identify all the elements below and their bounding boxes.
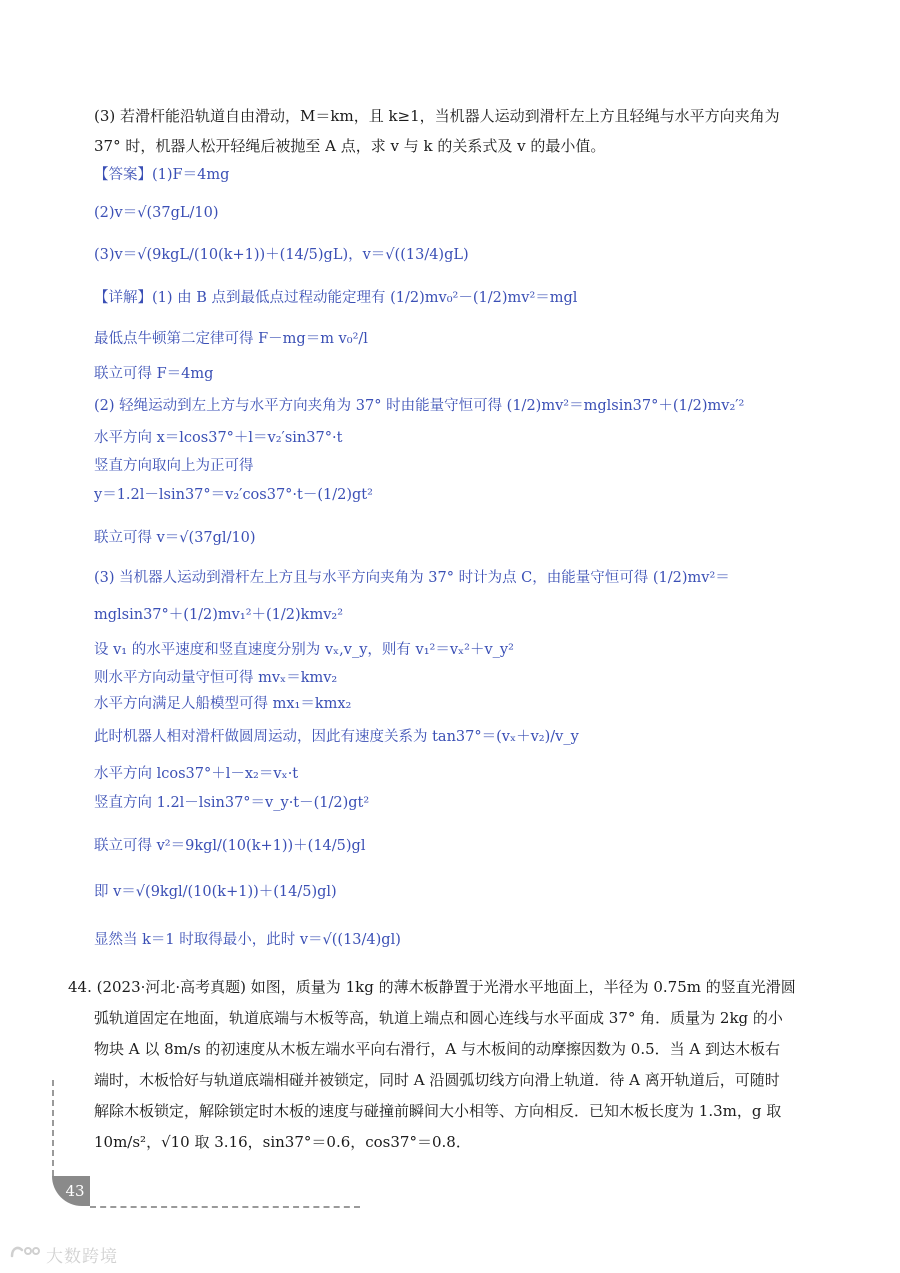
problem44-line: 10m/s²，√10 取 3.16，sin37°＝0.6，cos37°＝0.8． xyxy=(94,1133,471,1151)
explanation-line: mglsin37°＋(1/2)mv₁²＋(1/2)kmv₂² xyxy=(94,607,344,623)
explanation-line: 水平方向 lcos37°＋l－x₂＝vₓ·t xyxy=(94,766,299,782)
problem44-line: 物块 A 以 8m/s 的初速度从木板左端水平向右滑行，A 与木板间的动摩擦因数为 0.5．当 A 到达木板右 xyxy=(94,1040,781,1058)
explanation-label: 【详解】 xyxy=(94,290,152,306)
problem44-line: 44. (2023·河北·高考真题) 如图，质量为 1kg 的薄木板静置于光滑水平地面上，半径为 0.75m 的竖直光滑圆 xyxy=(68,978,796,996)
explanation-line: 竖直方向 1.2l－lsin37°＝v_y·t－(1/2)gt² xyxy=(94,795,370,811)
watermark-logo-icon xyxy=(8,1242,42,1267)
explanation-line: 水平方向满足人船模型可得 mx₁＝kmx₂ xyxy=(94,696,352,712)
page-number: 43 xyxy=(65,1182,85,1200)
answer-row-1 xyxy=(94,165,229,185)
explanation-line: 显然当 k＝1 时取得最小，此时 v＝√((13/4)gl) xyxy=(94,932,401,948)
question-part3-line2: 37° 时，机器人松开轻绳后被抛至 A 点，求 v 与 k 的关系式及 v 的最小值。 xyxy=(94,137,606,155)
watermark xyxy=(8,1242,118,1266)
problem44-line: 端时，木板恰好与轨道底端相碰并被锁定，同时 A 沿圆弧切线方向滑上轨道．待 A 离开轨道后，可随时 xyxy=(94,1071,780,1089)
explanation-line: 最低点牛顿第二定律可得 F－mg＝m v₀²/l xyxy=(94,331,368,347)
explanation-line: y＝1.2l－lsin37°＝v₂′cos37°·t－(1/2)gt² xyxy=(94,487,373,503)
watermark-text: 大数跨境 xyxy=(46,1247,118,1267)
question-part3-line1: (3) 若滑杆能沿轨道自由滑动，M＝km，且 k≥1，当机器人运动到滑杆左上方且轻绳与水平方向夹角为 xyxy=(94,107,780,125)
problem44-line: 弧轨道固定在地面，轨道底端与木板等高，轨道上端点和圆心连线与水平面成 37° 角．质量为 2kg 的小 xyxy=(94,1009,783,1027)
explanation-row-1 xyxy=(94,288,577,308)
explanation-line: 水平方向 x＝lcos37°＋l＝v₂′sin37°·t xyxy=(94,430,343,446)
explanation-line: 则水平方向动量守恒可得 mvₓ＝kmv₂ xyxy=(94,670,338,686)
explanation-line: 联立可得 F＝4mg xyxy=(94,366,214,382)
answer-3: (3)v＝√(9kgL/(10(k+1))＋(14/5)gL)，v＝√((13/4)gL) xyxy=(94,247,469,263)
answer-2: (2)v＝√(37gL/10) xyxy=(94,205,219,221)
explanation-line: (2) 轻绳运动到左上方与水平方向夹角为 37° 时由能量守恒可得 (1/2)mv²＝mglsin37°＋(1/2)mv₂′² xyxy=(94,398,745,414)
answer-1: (1)F＝4mg xyxy=(152,167,230,183)
explanation-line: 联立可得 v²＝9kgl/(10(k+1))＋(14/5)gl xyxy=(94,838,366,854)
explanation-line: 竖直方向取向上为正可得 xyxy=(94,458,254,474)
problem44-line: 解除木板锁定，解除锁定时木板的速度与碰撞前瞬间大小相等、方向相反．已知木板长度为 1.3m，g 取 xyxy=(94,1102,782,1120)
margin-dashed-line-vertical xyxy=(52,1080,54,1176)
explanation-line: (3) 当机器人运动到滑杆左上方且与水平方向夹角为 37° 时计为点 C，由能量守恒可得 (1/2)mv²＝ xyxy=(94,570,730,586)
margin-dashed-line-horizontal xyxy=(90,1206,360,1208)
explanation-line: (1) 由 B 点到最低点过程动能定理有 (1/2)mv₀²－(1/2)mv²＝mgl xyxy=(152,290,578,306)
explanation-line: 此时机器人相对滑杆做圆周运动，因此有速度关系为 tan37°＝(vₓ＋v₂)/v_y xyxy=(94,729,579,745)
explanation-line: 联立可得 v＝√(37gl/10) xyxy=(94,530,256,546)
answer-label: 【答案】 xyxy=(94,167,152,183)
explanation-line: 设 v₁ 的水平速度和竖直速度分别为 vₓ,v_y，则有 v₁²＝vₓ²＋v_y² xyxy=(94,642,514,658)
explanation-line: 即 v＝√(9kgl/(10(k+1))＋(14/5)gl) xyxy=(94,884,337,900)
